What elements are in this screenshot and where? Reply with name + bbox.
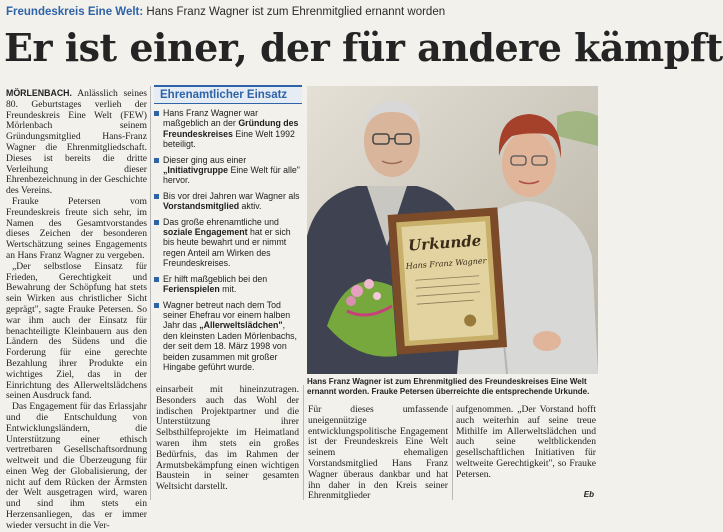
column-divider xyxy=(303,385,304,500)
article-paragraph: Das Engagement für das Erlassjahr und die Entschuldung von Entwicklungsländern, die Unterstützung einer ethisch vertretbaren Gesellschaftsordnung weltweit und die Überzeugung für einen Weg der Globalisierung, der nicht auf dem Rücken der Ärmsten der Welt ausgetragen wird, waren und sind ihm stets ein Herzensanliegen, das er immer wieder versucht in die Ver- xyxy=(6,401,147,531)
info-box xyxy=(154,85,302,385)
kicker-line xyxy=(6,6,596,18)
author-signature: Eb xyxy=(583,490,594,499)
article-photo xyxy=(307,86,598,374)
info-box-item: Er hilft maßgeblich bei den Ferienspielen mit. xyxy=(154,274,302,295)
article-paragraph: MÖRLENBACH. Anlässlich seines 80. Geburtstages verlieh der Freundeskreis Eine Welt (FEW) Mörlenbach seinem Gründungsmitglied Hans-Franz Wagner die Ehrenmitgliedschaft. Dieses ist bereits die dritte Verleihung dieser Ehrenbezeichnung in der Geschichte des Vereins. xyxy=(6,88,147,197)
info-box-title: Ehrenamtlicher Einsatz xyxy=(154,85,302,104)
column-divider xyxy=(452,405,453,500)
info-box-item: Das große ehrenamtliche und soziale Engagement hat er sich bis heute bewahrt und er nimmt regen Anteil am Wirken des Freundeskreises. xyxy=(154,217,302,269)
kicker-subtitle: Hans Franz Wagner ist zum Ehrenmitglied ernannt worden xyxy=(146,6,446,18)
article-column-3 xyxy=(308,405,448,500)
article-column-1 xyxy=(6,88,147,531)
article-paragraph: einsarbeit mit hineinzutragen. Besonders auch das Wohl der indischen Projektpartner und die Unterstützung ihrer Selbsthilfeprojekte im Heimatland waren ihm stets ein großes Bedürfnis, das im Rahmen der Armutsbekämpfung einen wichtigen Baustein in seiner gesamten Weltsicht darstellt. xyxy=(156,384,299,493)
kicker-label: Freundeskreis Eine Welt: xyxy=(6,6,144,18)
photo-illustration xyxy=(307,86,598,374)
info-box-item: Dieser ging aus einer „Initiativgruppe Eine Welt für alle" hervor. xyxy=(154,155,302,186)
headline: Er ist einer, der für andere kämpft xyxy=(4,25,723,70)
certificate xyxy=(388,207,507,354)
article-paragraph: „Der selbstlose Einsatz für Frieden, Gerechtigkeit und Bewahrung der Schöpfung hat stets sein Wirken aus christlicher Sicht geprägt", sagte Frauke Petersen. So war ihm auch der Einsatz für benachteiligte Kleinbauern aus den Ländern des Südens und die Forderung für eine gerechte Bezahlung ihrer Produkte ein wichtiges Ziel, das in der Einrichtung des Allerweltslädchens seinen Ausdruck fand. xyxy=(6,260,147,402)
dateline: MÖRLENBACH. xyxy=(6,88,72,98)
column-divider xyxy=(150,86,151,500)
info-box-list xyxy=(154,108,302,372)
article-paragraph: aufgenommen. „Der Vorstand hofft auch weiterhin auf seine treue Mithilfe im Allerweltslädchen und auch seine weltblickenden gesellschaftlichen Initiativen für weltweite Gerechtigkeit", so Frauke Petersen. xyxy=(456,404,596,480)
certificate-name: Hans Franz Wagner xyxy=(405,256,487,271)
photo-caption: Hans Franz Wagner ist zum Ehrenmitglied des Freundeskreises Eine Welt ernannt worden. Frauke Petersen überreichte die entsprechende Urkunde. xyxy=(307,377,590,396)
article-paragraph: Für dieses umfassende uneigennützige entwicklungspolitische Engagement ist der Freundeskreis Eine Welt seinem ehemaligen Vorstandsmitglied Hans Franz Wagner überaus dankbar und hat ihn daher in den Kreis seiner Ehrenmitglieder xyxy=(308,404,448,502)
info-box-item: Bis vor drei Jahren war Wagner als Vorstandsmitglied aktiv. xyxy=(154,191,302,212)
info-box-item: Wagner betreut nach dem Tod seiner Ehefrau vor einem halben Jahr das „Allerweltslädchen", den kleinsten Laden Mörlenbachs, der seit dem 18. März 1998 von beiden zusammen mit großer Hingabe geführt wurde. xyxy=(154,300,302,373)
certificate-title: Urkunde xyxy=(407,231,482,255)
article-column-4 xyxy=(456,405,596,493)
article-paragraph: Frauke Petersen vom Freundeskreis freute sich sehr, im Namen des Gesamtvorstandes dieses Zeichen der besonderen Wertschätzung seines Engagements an Hans Franz Wagner zu vergeben. xyxy=(6,195,147,261)
info-box-item: Hans Franz Wagner war maßgeblich an der Gründung des Freundeskreises Eine Welt 1992 beteiligt. xyxy=(154,108,302,150)
article-column-2 xyxy=(156,384,299,493)
